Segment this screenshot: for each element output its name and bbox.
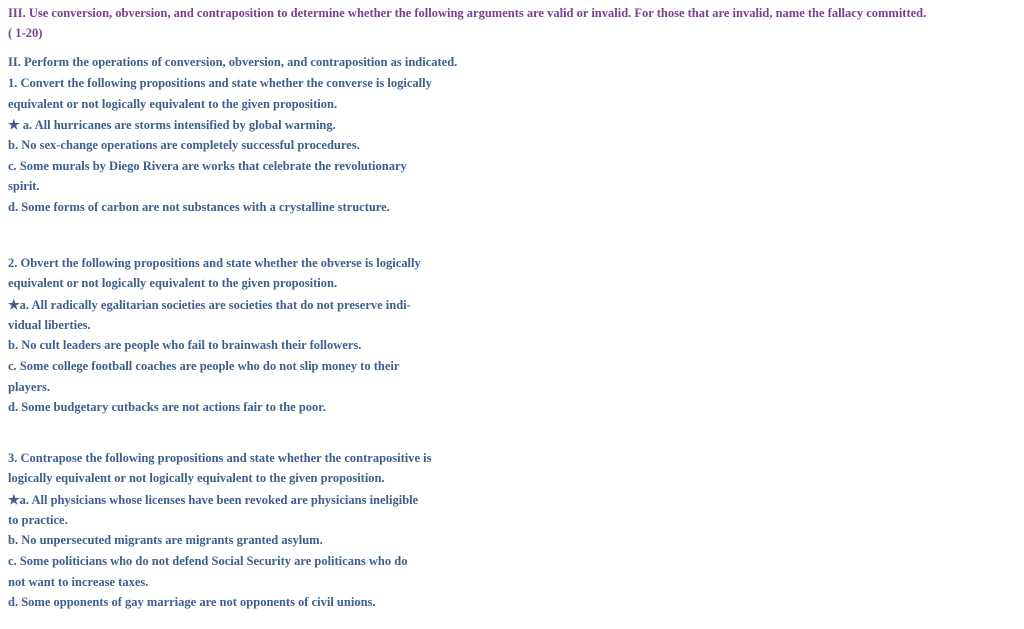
item-3-c-line-1: c. Some politicians who do not defend Social Security are politicans who do (8, 554, 408, 568)
item-1-c-line-2: spirit. (8, 179, 40, 193)
item-3-c-line-2: not want to increase taxes. (8, 575, 149, 589)
item-3-a-line-2: to practice. (8, 513, 68, 527)
item-2-a-line-2: vidual liberties. (8, 318, 91, 332)
item-2-c-line-1: c. Some college football coaches are people who do not slip money to their (8, 359, 400, 373)
item-2-instruction-line-1: 2. Obvert the following propositions and state whether the obverse is logically (8, 256, 421, 270)
item-3-d: d. Some opponents of gay marriage are not opponents of civil unions. (8, 595, 376, 609)
star-icon: ★ (8, 117, 20, 132)
item-2-a-line-1 (8, 297, 411, 313)
item-2-instruction-line-2: equivalent or not logically equivalent to the given proposition. (8, 276, 338, 290)
item-1-c-line-1: c. Some murals by Diego Rivera are works that celebrate the revolutionary (8, 159, 407, 173)
item-3-instruction-line-2: logically equivalent or not logically equivalent to the given proposition. (8, 471, 385, 485)
star-icon: ★ (8, 297, 20, 312)
item-2-c-line-2: players. (8, 380, 51, 394)
section-iii-range: ( 1-20) (8, 26, 43, 40)
item-3-a-text: a. All physicians whose licenses have been revoked are physicians ineligible (19, 493, 419, 507)
item-2-b: b. No cult leaders are people who fail to brainwash their followers. (8, 338, 362, 352)
star-icon: ★ (8, 492, 20, 507)
item-1-instruction-line-2: equivalent or not logically equivalent to the given proposition. (8, 97, 338, 111)
item-1-a-text: a. All hurricanes are storms intensified by global warming. (19, 118, 336, 132)
item-2-a-text: a. All radically egalitarian societies are societies that do not preserve indi- (19, 298, 411, 312)
item-3-b: b. No unpersecuted migrants are migrants granted asylum. (8, 533, 323, 547)
item-1-b: b. No sex-change operations are completely successful procedures. (8, 138, 360, 152)
item-1-instruction-line-1: 1. Convert the following propositions and state whether the converse is logically (8, 76, 432, 90)
item-3-a-line-1 (8, 492, 418, 508)
item-1-a (8, 117, 336, 133)
section-iii-instruction: III. Use conversion, obversion, and contraposition to determine whether the following arguments are valid or invalid. For those that are invalid, name the fallacy committed. (8, 6, 927, 20)
item-2-d: d. Some budgetary cutbacks are not actions fair to the poor. (8, 400, 326, 414)
item-1-d: d. Some forms of carbon are not substances with a crystalline structure. (8, 200, 390, 214)
section-ii-heading: II. Perform the operations of conversion, obversion, and contraposition as indicated. (8, 55, 458, 69)
item-3-instruction-line-1: 3. Contrapose the following propositions and state whether the contrapositive is (8, 451, 432, 465)
